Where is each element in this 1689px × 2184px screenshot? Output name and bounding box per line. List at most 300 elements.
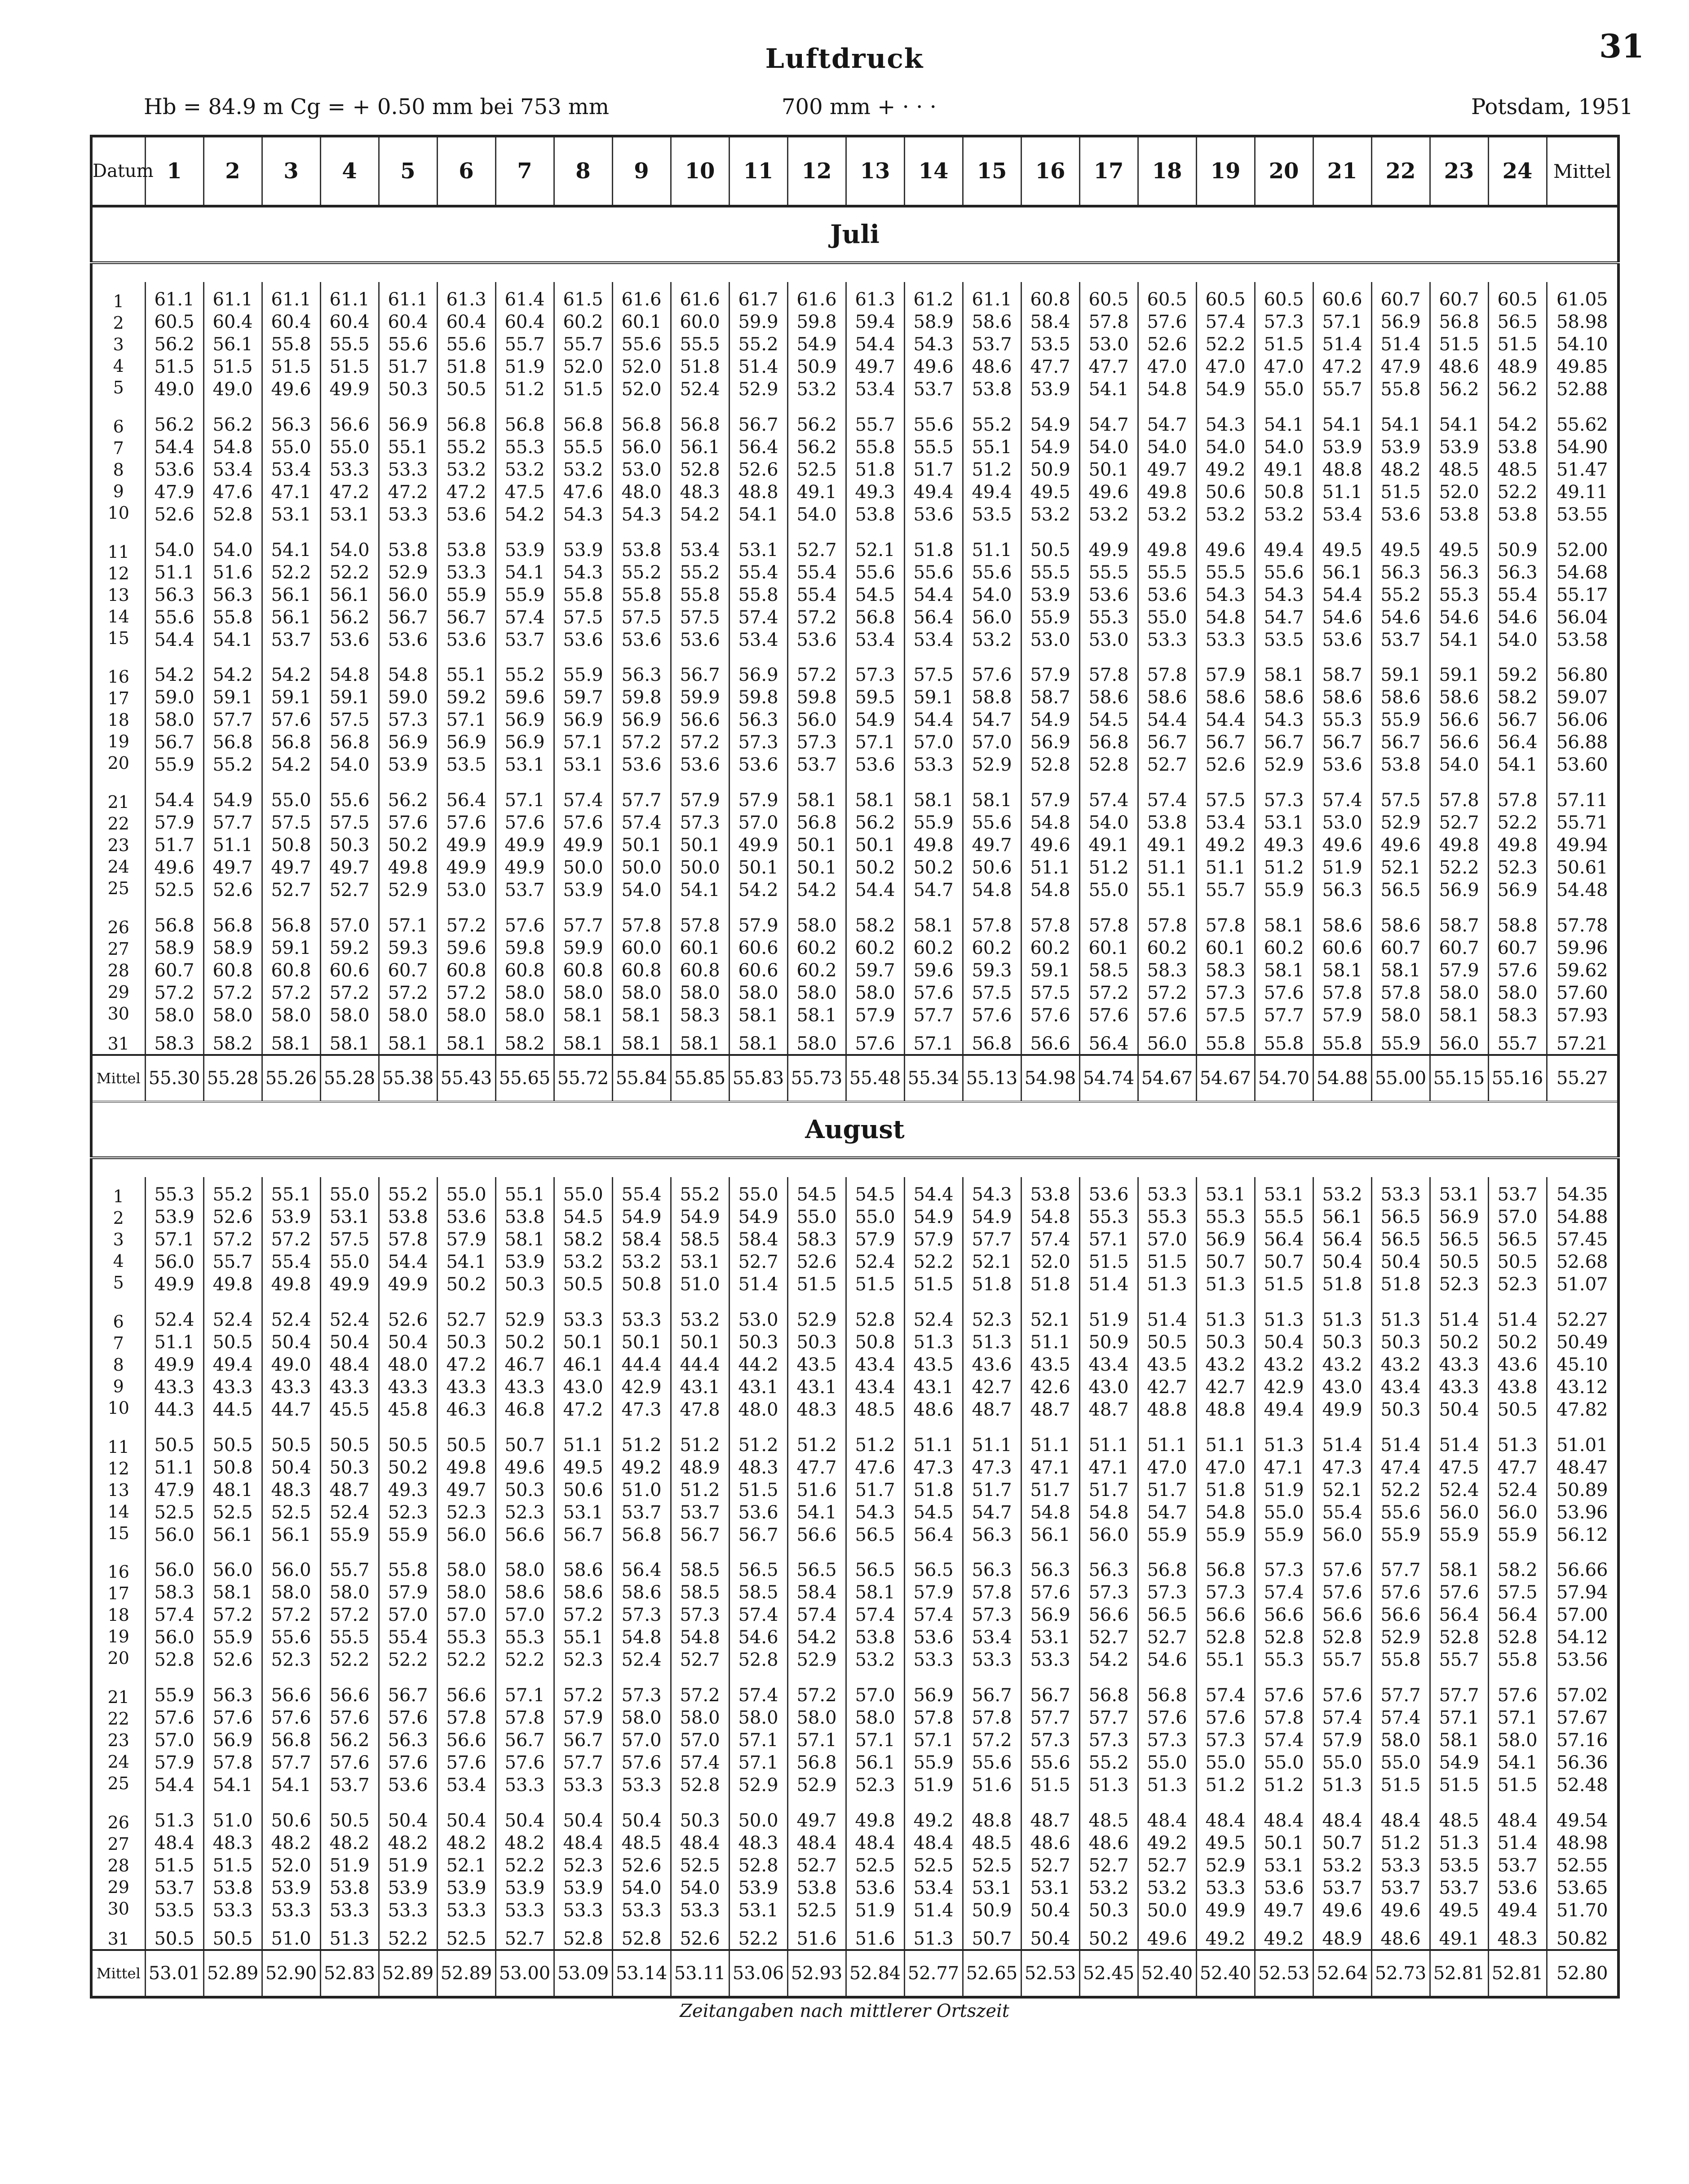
value: 55.9 [1380, 710, 1421, 731]
value: 57.2 [972, 1730, 1012, 1751]
value: 57.4 [680, 1752, 720, 1774]
value: 53.4 [855, 629, 895, 650]
value: 55.6 [972, 562, 1012, 583]
value: 58.5 [1088, 960, 1129, 981]
value: 54.4 [1322, 584, 1362, 605]
daily-means [1547, 407, 1618, 533]
hour-values [554, 1678, 612, 1803]
value: 57.21 [1556, 1033, 1608, 1054]
value: 60.1 [621, 312, 662, 333]
month-heading-row [91, 1102, 1618, 1158]
value: 53.6 [796, 629, 837, 650]
value: 48.6 [1380, 1928, 1421, 1949]
value: 56.3 [1497, 562, 1538, 583]
value: 50.5 [1147, 1332, 1187, 1353]
value: 51.2 [796, 1434, 837, 1456]
value: 51.8 [913, 1479, 954, 1500]
value: 51.5 [1030, 1775, 1070, 1796]
value: 4 [113, 356, 124, 376]
value: 51.4 [1380, 334, 1421, 355]
value: 57.5 [329, 1229, 370, 1250]
value: 58.6 [1380, 915, 1421, 936]
value: 51.0 [212, 1810, 253, 1831]
hour-values [671, 1553, 729, 1678]
header-hour: 22 [1371, 136, 1430, 206]
value: 59.1 [1439, 665, 1479, 686]
value: 26 [107, 1812, 129, 1832]
hour-values [1313, 1928, 1371, 1950]
value: 52.5 [913, 1855, 954, 1876]
value: 47.2 [446, 482, 486, 503]
value: 57.0 [388, 1605, 428, 1626]
value: 56.9 [738, 665, 778, 686]
value: 50.3 [796, 1332, 837, 1353]
value: 43.6 [1497, 1355, 1538, 1376]
value: 56.5 [1497, 1229, 1538, 1250]
value: 56.88 [1556, 732, 1608, 753]
value: 56.1 [1030, 1524, 1070, 1545]
value: 42.7 [1205, 1377, 1246, 1398]
hour-values [437, 532, 495, 657]
hour-values [729, 1678, 787, 1803]
value: 10 [107, 1398, 129, 1418]
value: 57.7 [913, 1005, 954, 1026]
hour-mean: 53.00 [495, 1950, 554, 1997]
value: 56.7 [680, 1524, 720, 1545]
value: 48.2 [504, 1832, 545, 1853]
value: 60.7 [388, 960, 428, 981]
value: 53.1 [1439, 1184, 1479, 1205]
hour-mean: 52.93 [787, 1950, 846, 1997]
header-hour: 2 [203, 136, 262, 206]
value: 54.9 [1030, 415, 1070, 436]
value: 57.2 [271, 1229, 311, 1250]
value: 57.6 [446, 1752, 486, 1774]
hour-values [145, 1678, 203, 1803]
hour-values [671, 657, 729, 783]
footer-note: Zeitangaben nach mittlerer Ortszeit [680, 2001, 1009, 2021]
value: 61.1 [212, 289, 253, 310]
value: 49.9 [1205, 1900, 1246, 1921]
value: 49.4 [212, 1355, 253, 1376]
value: 27 [107, 939, 129, 959]
hour-values [203, 1427, 262, 1553]
value: 56.66 [1556, 1560, 1608, 1581]
value: 55.4 [1497, 584, 1538, 605]
value: 57.11 [1556, 790, 1608, 811]
value: 60.8 [271, 960, 311, 981]
hour-values [145, 282, 203, 407]
value: 55.3 [1439, 584, 1479, 605]
value: 55.3 [504, 437, 545, 458]
value: 50.8 [212, 1457, 253, 1478]
value: 55.0 [855, 1207, 895, 1228]
value: 57.9 [1322, 1005, 1362, 1026]
value: 53.8 [1030, 1184, 1070, 1205]
value: 57.8 [446, 1707, 486, 1729]
value: 51.3 [1088, 1775, 1129, 1796]
value: 53.9 [738, 1877, 778, 1898]
value: 57.0 [738, 812, 778, 834]
value: 23 [107, 835, 129, 856]
value: 56.8 [855, 607, 895, 628]
value: 48.4 [563, 1832, 603, 1853]
value: 57.9 [738, 790, 778, 811]
hour-mean: 54.98 [1021, 1055, 1079, 1102]
value: 57.00 [1556, 1605, 1608, 1626]
hour-values [495, 1928, 554, 1950]
value: 49.4 [913, 482, 954, 503]
value: 49.7 [446, 1479, 486, 1500]
value: 57.2 [796, 665, 837, 686]
value: 55.5 [563, 437, 603, 458]
value: 53.5 [972, 504, 1012, 525]
value: 52.6 [738, 459, 778, 481]
hour-values [145, 783, 203, 908]
value: 53.8 [1497, 437, 1538, 458]
value: 54.1 [1439, 415, 1479, 436]
value: 51.0 [621, 1479, 662, 1500]
value: 57.3 [1088, 1582, 1129, 1603]
value: 53.6 [446, 629, 486, 650]
value: 54.1 [212, 629, 253, 650]
hour-values [612, 657, 671, 783]
value: 1 [113, 1187, 124, 1207]
hour-values [963, 783, 1021, 908]
value: 59.8 [504, 937, 545, 958]
value: 53.3 [329, 1900, 370, 1921]
hour-values [1313, 1033, 1371, 1055]
day-block-row [91, 1177, 1618, 1302]
station-year: Potsdam, 1951 [1471, 94, 1633, 119]
value: 57.0 [855, 1685, 895, 1706]
hour-values [1488, 783, 1547, 908]
value: 53.4 [913, 629, 954, 650]
value: 54.5 [855, 1184, 895, 1205]
hour-values [1488, 1427, 1547, 1553]
value: 51.01 [1556, 1434, 1608, 1456]
day-numbers [91, 1928, 145, 1950]
value: 55.9 [1030, 607, 1070, 628]
value: 53.9 [388, 1877, 428, 1898]
value: 50.1 [680, 1332, 720, 1353]
hour-values [846, 1427, 904, 1553]
value: 54.4 [1147, 710, 1187, 731]
value: 57.6 [446, 812, 486, 834]
value: 52.4 [855, 1252, 895, 1273]
monthly-mean-row [91, 1950, 1618, 1997]
value: 57.7 [1439, 1685, 1479, 1706]
value: 9 [113, 1377, 124, 1397]
value: 53.0 [738, 1310, 778, 1331]
value: 52.9 [504, 1310, 545, 1331]
value: 55.7 [563, 334, 603, 355]
value: 54.1 [1497, 1752, 1538, 1774]
value: 51.2 [855, 1434, 895, 1456]
value: 49.9 [1088, 539, 1129, 560]
hour-values [963, 532, 1021, 657]
value: 24 [107, 1752, 129, 1772]
hour-values [437, 1803, 495, 1928]
value: 54.2 [212, 665, 253, 686]
value: 51.2 [972, 459, 1012, 481]
value: 47.3 [972, 1457, 1012, 1478]
value: 51.07 [1556, 1274, 1608, 1295]
value: 53.3 [680, 1900, 720, 1921]
value: 57.6 [1030, 1005, 1070, 1026]
value: 57.4 [621, 812, 662, 834]
value: 58.4 [621, 1229, 662, 1250]
value: 56.4 [1088, 1033, 1129, 1054]
hour-values [554, 1033, 612, 1055]
hour-values [846, 783, 904, 908]
value: 48.8 [1147, 1399, 1187, 1421]
value: 52.7 [271, 880, 311, 901]
value: 53.6 [1380, 504, 1421, 525]
hour-values [203, 1302, 262, 1428]
value: 57.7 [271, 1752, 311, 1774]
hour-values [787, 657, 846, 783]
value: 58.1 [680, 1033, 720, 1054]
hour-values [437, 1678, 495, 1803]
value: 51.4 [1088, 1274, 1129, 1295]
hour-values [379, 908, 437, 1033]
value: 57.1 [504, 790, 545, 811]
value: 48.4 [913, 1832, 954, 1853]
value: 60.2 [1030, 937, 1070, 958]
value: 55.0 [1088, 880, 1129, 901]
value: 49.9 [446, 835, 486, 856]
value: 52.4 [212, 1310, 253, 1331]
value: 50.3 [504, 1274, 545, 1295]
hour-values [963, 1302, 1021, 1428]
hour-values [904, 1302, 963, 1428]
value: 56.6 [271, 1685, 311, 1706]
hour-values [1430, 1177, 1488, 1302]
value: 43.3 [154, 1377, 195, 1398]
value: 57.8 [504, 1707, 545, 1729]
value: 50.0 [1147, 1900, 1187, 1921]
hour-values [671, 407, 729, 533]
hour-values [145, 1427, 203, 1553]
hour-mean: 55.43 [437, 1055, 495, 1102]
value: 54.0 [796, 504, 837, 525]
value: 50.1 [680, 835, 720, 856]
hour-values [612, 407, 671, 533]
value: 49.54 [1556, 1810, 1608, 1831]
header-hour: 3 [262, 136, 320, 206]
value: 56.5 [1380, 880, 1421, 901]
value: 57.6 [1205, 1707, 1246, 1729]
daily-means [1547, 1427, 1618, 1553]
value: 54.2 [271, 754, 311, 776]
value: 58.7 [1030, 687, 1070, 708]
hour-values [1371, 1928, 1430, 1950]
value: 56.1 [680, 437, 720, 458]
hour-mean: 55.65 [495, 1055, 554, 1102]
value: 48.4 [1147, 1810, 1187, 1831]
header-hour: 21 [1313, 136, 1371, 206]
value: 48.2 [329, 1832, 370, 1853]
value: 58.1 [1439, 1560, 1479, 1581]
value: 55.6 [388, 334, 428, 355]
value: 55.8 [271, 334, 311, 355]
value: 57.7 [563, 915, 603, 936]
value: 57.9 [154, 1752, 195, 1774]
value: 50.2 [446, 1274, 486, 1295]
value: 57.9 [738, 915, 778, 936]
value: 56.8 [621, 1524, 662, 1545]
hour-values [787, 1678, 846, 1803]
day-block-row [91, 1678, 1618, 1803]
hour-values [437, 783, 495, 908]
value: 56.0 [1147, 1033, 1187, 1054]
value: 52.9 [972, 754, 1012, 776]
value: 53.9 [563, 539, 603, 560]
value: 54.8 [972, 880, 1012, 901]
value: 49.2 [1205, 835, 1246, 856]
value: 53.1 [563, 1502, 603, 1523]
value: 52.6 [621, 1855, 662, 1876]
value: 51.5 [154, 357, 195, 378]
value: 56.80 [1556, 665, 1608, 686]
value: 59.62 [1556, 960, 1608, 981]
header-hour: 15 [963, 136, 1021, 206]
hour-mean: 55.13 [963, 1055, 1021, 1102]
value: 54.8 [1147, 379, 1187, 400]
hour-values [846, 1302, 904, 1428]
value: 42.7 [1147, 1377, 1187, 1398]
value: 48.8 [972, 1810, 1012, 1831]
value: 52.6 [212, 880, 253, 901]
value: 54.4 [913, 584, 954, 605]
hour-values [495, 1033, 554, 1055]
value: 53.2 [1088, 504, 1129, 525]
value: 52.2 [1380, 1479, 1421, 1500]
hour-values [1138, 1928, 1196, 1950]
value: 50.89 [1556, 1479, 1608, 1500]
value: 58.3 [1497, 1005, 1538, 1026]
value: 55.3 [1147, 1207, 1187, 1228]
value: 52.2 [388, 1928, 428, 1949]
value: 55.4 [388, 1627, 428, 1648]
value: 57.9 [1205, 665, 1246, 686]
value: 48.9 [680, 1457, 720, 1478]
value: 56.5 [1380, 1229, 1421, 1250]
hour-mean: 52.81 [1488, 1950, 1547, 1997]
value: 51.3 [1147, 1274, 1187, 1295]
value: 58.6 [1439, 687, 1479, 708]
value: 57.8 [972, 1582, 1012, 1603]
value: 57.2 [271, 1605, 311, 1626]
value: 54.8 [1088, 1502, 1129, 1523]
value: 55.8 [1380, 379, 1421, 400]
value: 58.1 [1439, 1730, 1479, 1751]
hour-values [379, 407, 437, 533]
value: 43.4 [1380, 1377, 1421, 1398]
day-numbers [91, 532, 145, 657]
value: 52.27 [1556, 1310, 1608, 1331]
value: 51.3 [1322, 1310, 1362, 1331]
value: 47.5 [504, 482, 545, 503]
value: 52.7 [329, 880, 370, 901]
value: 56.6 [1439, 710, 1479, 731]
value: 60.0 [680, 312, 720, 333]
page-number: 31 [1599, 27, 1645, 65]
value: 58.6 [972, 312, 1012, 333]
value: 53.3 [271, 1900, 311, 1921]
value: 58.1 [796, 1005, 837, 1026]
value: 56.7 [738, 415, 778, 436]
hour-mean: 55.00 [1371, 1055, 1430, 1102]
value: 51.0 [680, 1274, 720, 1295]
value: 47.0 [1205, 357, 1246, 378]
value: 55.0 [796, 1207, 837, 1228]
header-hour: 16 [1021, 136, 1079, 206]
hour-values [1138, 657, 1196, 783]
hour-values [320, 1427, 379, 1553]
value: 56.1 [212, 334, 253, 355]
value: 55.7 [504, 334, 545, 355]
hour-values [203, 657, 262, 783]
value: 50.5 [154, 1928, 195, 1949]
hour-values [262, 783, 320, 908]
value: 55.6 [1030, 1752, 1070, 1774]
value: 54.8 [1205, 1502, 1246, 1523]
value: 57.6 [621, 1752, 662, 1774]
value: 55.1 [271, 1184, 311, 1205]
value: 51.5 [1147, 1252, 1187, 1273]
value: 47.7 [796, 1457, 837, 1478]
value: 54.4 [388, 1252, 428, 1273]
value: 52.2 [446, 1650, 486, 1671]
value: 56.8 [446, 415, 486, 436]
value: 56.8 [271, 1730, 311, 1751]
value: 56.8 [212, 915, 253, 936]
value: 14 [107, 1501, 129, 1522]
hour-values [1079, 282, 1138, 407]
value: 58.3 [680, 1005, 720, 1026]
value: 48.2 [446, 1832, 486, 1853]
value: 57.7 [1380, 1685, 1421, 1706]
value: 55.3 [1088, 1207, 1129, 1228]
value: 52.7 [796, 1855, 837, 1876]
value: 51.9 [913, 1775, 954, 1796]
value: 57.2 [446, 915, 486, 936]
value: 55.6 [972, 1752, 1012, 1774]
value: 56.4 [913, 607, 954, 628]
value: 53.2 [1322, 1184, 1362, 1205]
value: 51.4 [1439, 1310, 1479, 1331]
value: 53.2 [621, 1252, 662, 1273]
hour-values [145, 1928, 203, 1950]
value: 56.9 [1030, 1605, 1070, 1626]
header-hour: 24 [1488, 136, 1547, 206]
value: 58.0 [446, 1005, 486, 1026]
value: 18 [107, 1605, 129, 1625]
value: 58.0 [329, 1582, 370, 1603]
value: 53.8 [388, 539, 428, 560]
value: 55.4 [796, 562, 837, 583]
value: 59.2 [1497, 665, 1538, 686]
hour-values [787, 1427, 846, 1553]
value: 54.8 [1030, 880, 1070, 901]
hour-values [612, 1177, 671, 1302]
value: 49.7 [855, 357, 895, 378]
value: 58.0 [563, 982, 603, 1003]
value: 56.9 [1380, 312, 1421, 333]
value: 51.5 [212, 1855, 253, 1876]
